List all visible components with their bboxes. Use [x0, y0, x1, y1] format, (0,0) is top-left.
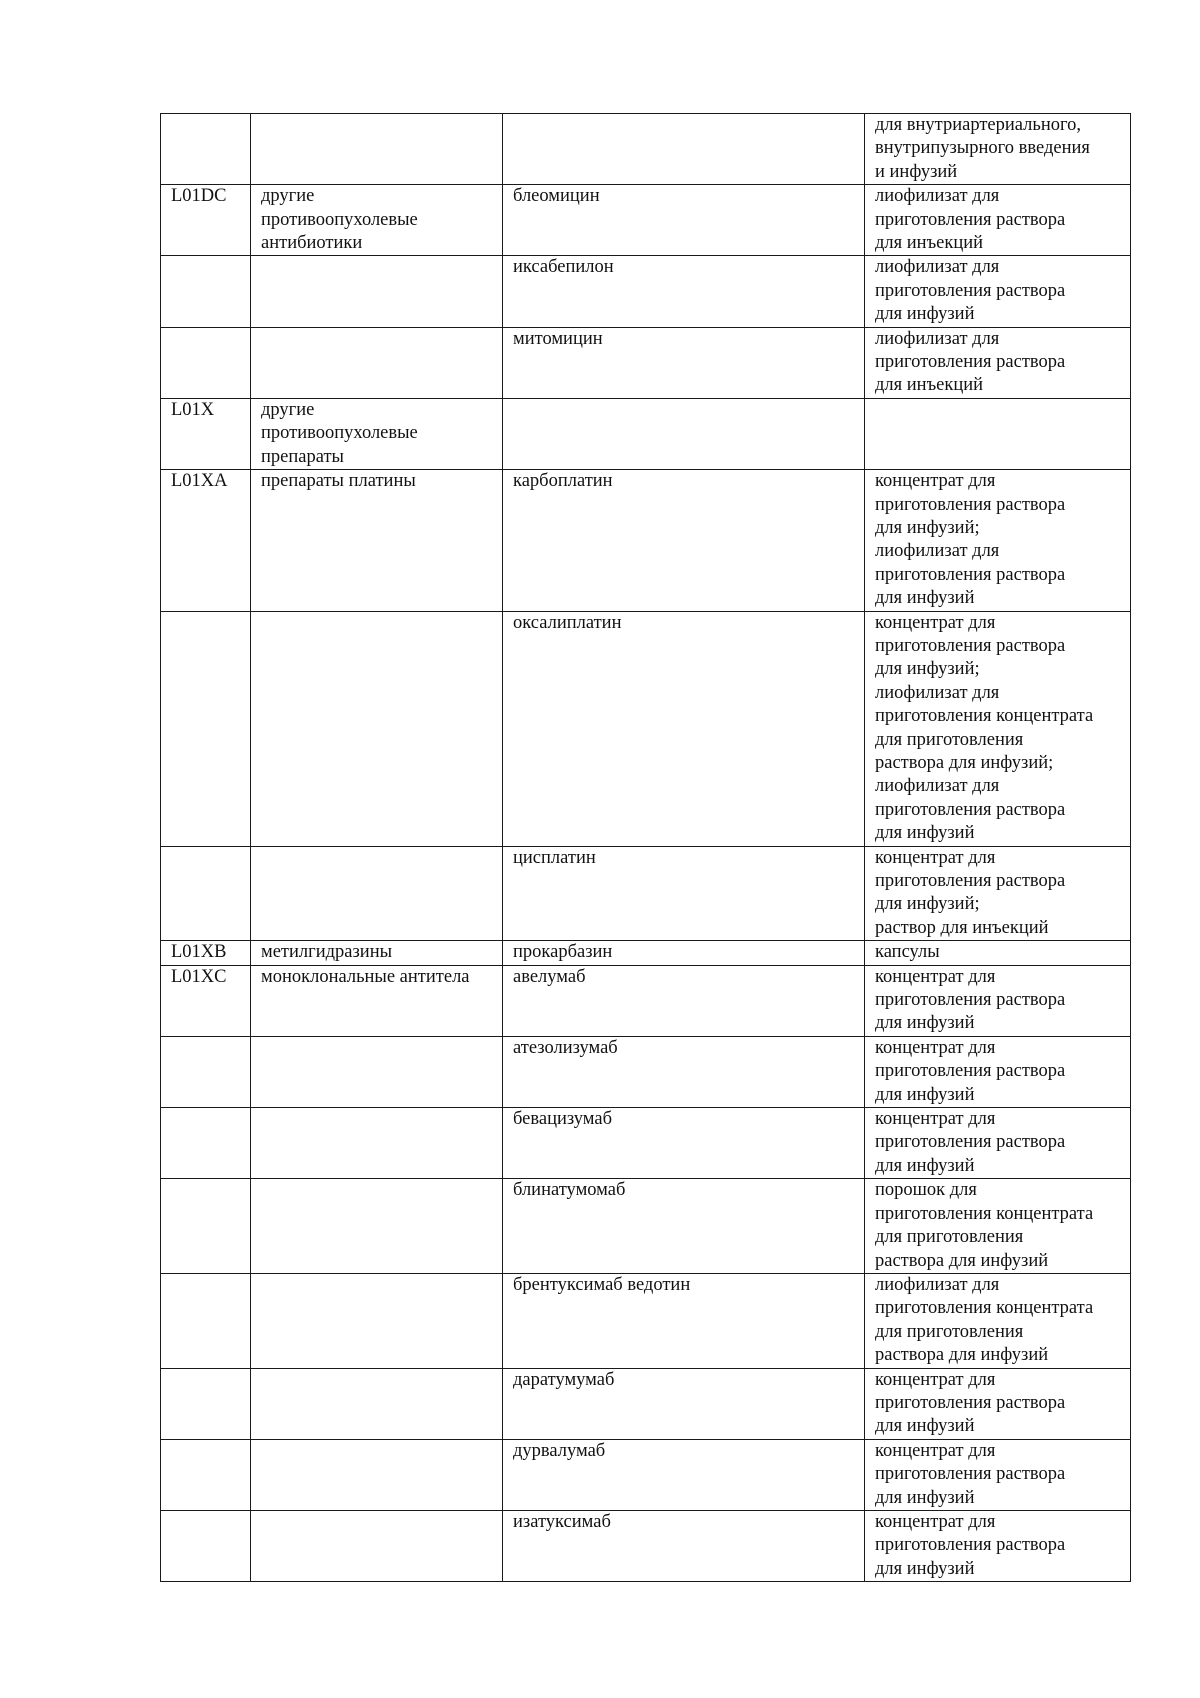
- dosage-form-cell: лиофилизат для приготовления раствора для инфузий: [865, 256, 1131, 327]
- drug-name-cell: брентуксимаб ведотин: [503, 1273, 865, 1368]
- table-row: [161, 114, 1131, 185]
- pharmacological-group-cell: [251, 611, 503, 846]
- drug-name-cell: бевацизумаб: [503, 1108, 865, 1179]
- dosage-form-cell: [865, 398, 1131, 469]
- pharmacological-group-cell: [251, 256, 503, 327]
- atc-code-cell: [161, 1439, 251, 1510]
- atc-code-cell: [161, 327, 251, 398]
- dosage-form-cell: концентрат для приготовления раствора для инфузий; раствор для инъекций: [865, 846, 1131, 941]
- table-row: [161, 256, 1131, 327]
- table-row: [161, 1273, 1131, 1368]
- pharmacological-group-cell: [251, 1368, 503, 1439]
- table-row: [161, 965, 1131, 1036]
- dosage-form-cell: концентрат для приготовления раствора для инфузий: [865, 1510, 1131, 1581]
- dosage-form-cell: концентрат для приготовления раствора для инфузий: [865, 1108, 1131, 1179]
- atc-code-cell: L01DC: [161, 185, 251, 256]
- atc-code-cell: [161, 611, 251, 846]
- drug-table: [160, 113, 1131, 1582]
- table-row: [161, 1036, 1131, 1107]
- drug-name-cell: [503, 114, 865, 185]
- drug-name-cell: дурвалумаб: [503, 1439, 865, 1510]
- drug-name-cell: изатуксимаб: [503, 1510, 865, 1581]
- pharmacological-group-cell: препараты платины: [251, 470, 503, 611]
- drug-name-cell: [503, 398, 865, 469]
- pharmacological-group-cell: [251, 1108, 503, 1179]
- atc-code-cell: [161, 1368, 251, 1439]
- pharmacological-group-cell: другие противоопухолевые препараты: [251, 398, 503, 469]
- dosage-form-cell: лиофилизат для приготовления раствора для инъекций: [865, 327, 1131, 398]
- dosage-form-cell: концентрат для приготовления раствора для инфузий: [865, 1036, 1131, 1107]
- drug-name-cell: иксабепилон: [503, 256, 865, 327]
- atc-code-cell: L01X: [161, 398, 251, 469]
- drug-name-cell: блинатумомаб: [503, 1179, 865, 1274]
- table-row: [161, 470, 1131, 611]
- pharmacological-group-cell: [251, 114, 503, 185]
- atc-code-cell: L01XC: [161, 965, 251, 1036]
- table-row: [161, 846, 1131, 941]
- pharmacological-group-cell: другие противоопухолевые антибиотики: [251, 185, 503, 256]
- pharmacological-group-cell: [251, 327, 503, 398]
- dosage-form-cell: капсулы: [865, 941, 1131, 965]
- drug-name-cell: атезолизумаб: [503, 1036, 865, 1107]
- atc-code-cell: L01XB: [161, 941, 251, 965]
- drug-table-body: [161, 114, 1131, 1582]
- table-row: [161, 1108, 1131, 1179]
- pharmacological-group-cell: моноклональные антитела: [251, 965, 503, 1036]
- dosage-form-cell: концентрат для приготовления раствора для инфузий; лиофилизат для приготовления концентрата для приготовления раствора для инфузий; лиофилизат для приготовления раствора для инфузий: [865, 611, 1131, 846]
- atc-code-cell: [161, 114, 251, 185]
- drug-name-cell: прокарбазин: [503, 941, 865, 965]
- pharmacological-group-cell: [251, 846, 503, 941]
- drug-name-cell: блеомицин: [503, 185, 865, 256]
- dosage-form-cell: порошок для приготовления концентрата для приготовления раствора для инфузий: [865, 1179, 1131, 1274]
- dosage-form-cell: концентрат для приготовления раствора для инфузий: [865, 1368, 1131, 1439]
- drug-name-cell: цисплатин: [503, 846, 865, 941]
- table-row: [161, 185, 1131, 256]
- table-row: [161, 611, 1131, 846]
- pharmacological-group-cell: [251, 1439, 503, 1510]
- dosage-form-cell: для внутриартериального, внутрипузырного введения и инфузий: [865, 114, 1131, 185]
- table-row: [161, 1439, 1131, 1510]
- table-row: [161, 398, 1131, 469]
- table-row: [161, 1510, 1131, 1581]
- dosage-form-cell: лиофилизат для приготовления концентрата для приготовления раствора для инфузий: [865, 1273, 1131, 1368]
- atc-code-cell: [161, 846, 251, 941]
- table-row: [161, 1368, 1131, 1439]
- table-row: [161, 941, 1131, 965]
- atc-code-cell: [161, 1036, 251, 1107]
- dosage-form-cell: концентрат для приготовления раствора для инфузий: [865, 965, 1131, 1036]
- drug-name-cell: оксалиплатин: [503, 611, 865, 846]
- table-row: [161, 327, 1131, 398]
- atc-code-cell: [161, 1273, 251, 1368]
- dosage-form-cell: концентрат для приготовления раствора для инфузий: [865, 1439, 1131, 1510]
- pharmacological-group-cell: метилгидразины: [251, 941, 503, 965]
- drug-name-cell: карбоплатин: [503, 470, 865, 611]
- drug-name-cell: митомицин: [503, 327, 865, 398]
- atc-code-cell: [161, 1179, 251, 1274]
- atc-code-cell: [161, 256, 251, 327]
- dosage-form-cell: концентрат для приготовления раствора для инфузий; лиофилизат для приготовления раствора для инфузий: [865, 470, 1131, 611]
- atc-code-cell: L01XA: [161, 470, 251, 611]
- table-row: [161, 1179, 1131, 1274]
- dosage-form-cell: лиофилизат для приготовления раствора для инъекций: [865, 185, 1131, 256]
- pharmacological-group-cell: [251, 1510, 503, 1581]
- drug-name-cell: авелумаб: [503, 965, 865, 1036]
- atc-code-cell: [161, 1108, 251, 1179]
- pharmacological-group-cell: [251, 1273, 503, 1368]
- drug-name-cell: даратумумаб: [503, 1368, 865, 1439]
- atc-code-cell: [161, 1510, 251, 1581]
- pharmacological-group-cell: [251, 1179, 503, 1274]
- pharmacological-group-cell: [251, 1036, 503, 1107]
